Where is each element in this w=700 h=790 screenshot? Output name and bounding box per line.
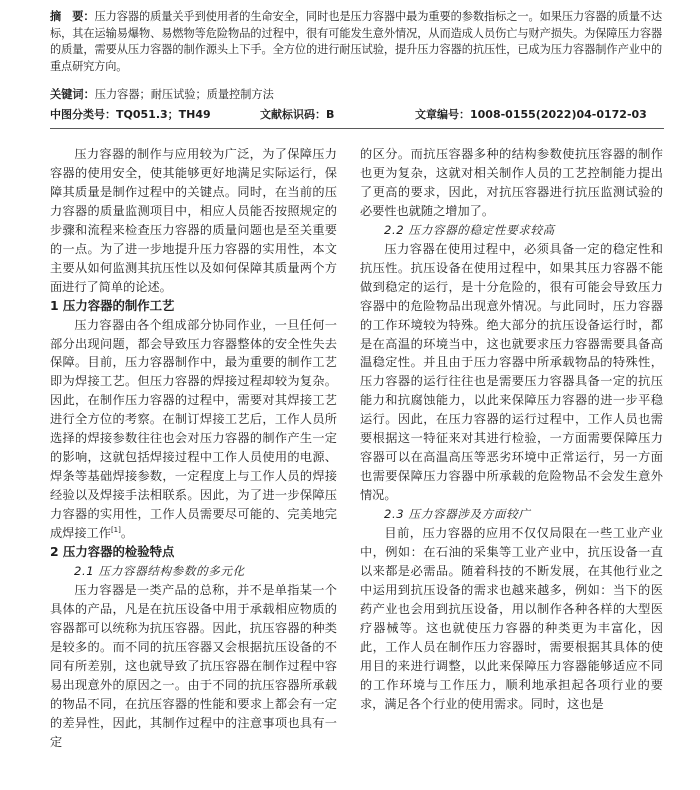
doc-label: 文献标识码： xyxy=(260,108,326,121)
section-2-3-paragraph: 目前，压力容器的应用不仅仅局限在一些工业产业中，例如：在石油的采集等工业产业中，抗压设备一直以来都是必需品。随着科技的不断发展，在其他行业之中运用到抗压设备的需求也越来越多，例如：当下的医药产业也会用到抗压设备，用以制作各种各样的大型医疗器械等。这也就使压力容器的种类更为丰富化，因此，工作人员在制作压力容器时，需要根据其具体的使用目的来进行调整，以此来保障压力容器能够适应不同的工作环境与工作压力，顺利地承担起各项行业的要求，满足各个行业的使用需求。同时，这也是 xyxy=(360,526,663,711)
keywords-text: 压力容器；耐压试验；质量控制方法 xyxy=(94,88,274,101)
article-number xyxy=(415,106,647,122)
header-divider xyxy=(50,128,664,129)
article-value: 1008-0155(2022)04-0172-03 xyxy=(470,108,647,121)
section-2-3-heading: 2.3 压力容器涉及方面较广 xyxy=(384,507,531,522)
abstract-label: 摘 要： xyxy=(50,10,95,23)
clc-label: 中图分类号： xyxy=(50,108,116,121)
left-column xyxy=(50,145,337,752)
section-1-text: 压力容器由各个组成部分协同作业，一旦任何一部分出现问题，都会导致压力容器整体的安全性失去保障。目前，压力容器制作中，最为重要的制作工艺即为焊接工艺。但压力容器的焊接过程却较为复杂。因此，在制作压力容器的过程中，需要对其焊接工艺进行全方位的考察。在制订焊接工艺后，工作人员所选择的焊接参数往往也会对压力容器的制作产生一定的影响，这就包括焊接过程中工作人员使用的电源、焊条等基础焊接参数，一定程度上与工作人员的焊接经验以及焊接手法相联系。因此，为了进一步保障压力容器的实用性，工作人员需要尽可能的、完美地完成焊接工作 xyxy=(50,317,337,541)
classification-row xyxy=(50,106,662,122)
section-1-paragraph xyxy=(50,316,337,543)
abstract-text: 压力容器的质量关乎到使用者的生命安全，同时也是压力容器中最为重要的参数指标之一。如果压力容器的质量不达标，其在运输易爆物、易燃物等危险物品的过程中，很有可能发生意外情况，从而造成人员伤亡与财产损失。为保障压力容器的质量，需要从压力容器的制作源头上下手。全方位的进行耐压试验，提升压力容器的抗压性，已成为压力容器制作产业中的重点研究方向。 xyxy=(50,10,662,73)
section-1-end: 。 xyxy=(120,526,134,541)
right-column xyxy=(360,145,663,714)
clc-value: TQ051.3；TH49 xyxy=(116,108,211,121)
keywords-label: 关键词： xyxy=(50,88,95,101)
document-code xyxy=(260,106,334,122)
section-2-2-heading: 2.2 压力容器的稳定性要求较高 xyxy=(384,222,555,237)
section-2-1-continued: 的区分。而抗压容器多种的结构参数使抗压容器的制作也更为复杂，这就对相关制作人员的工艺控制能力提出了更高的要求，因此，对抗压容器进行抗压监测试验的必要性也就随之增加了。 xyxy=(360,147,663,218)
article-label: 文章编号： xyxy=(415,108,470,121)
citation-ref: [1] xyxy=(110,526,121,534)
doc-value: B xyxy=(326,108,335,121)
section-2-2-paragraph: 压力容器在使用过程中，必须具备一定的稳定性和抗压性。抗压设备在使用过程中，如果其压力容器不能做到稳定的运行，是十分危险的，很有可能会导致压力容器中的危险物品出现意外情况。与此同时，压力容器的工作环境较为特殊。绝大部分的抗压设备运行时，都是在高温的环境当中，这也就要求压力容器需要具备高温稳定性。并且由于压力容器中所承载物品的特殊性，压力容器的运行往往也是需要压力容器具备一定的抗压能力和抗腐蚀能力，以此来保障压力容器的进一步平稳运行。因此，在压力容器的运行过程中，工作人员也需要根据这一特征来对其进行检验，一方面需要保障压力容器可以在高温高压等恶劣环境中正常运行，另一方面也需要保障压力容器中所承载的危险物品不会发生意外情况。 xyxy=(360,241,663,503)
intro-paragraph: 压力容器的制作与应用较为广泛，为了保障压力容器的使用安全，使其能够更好地满足实际运行，保障其质量是制作过程中的关键点。同时，在当前的压力容器的质量监测项目中，相应人员能否按照规定的步骤和流程来检查压力容器的质量问题也是至关重要的一点。为了进一步地提升压力容器的实用性，本文主要从如何监测其抗压性以及如何保障其质量两个方面进行了简单的论述。 xyxy=(50,147,337,294)
section-2-heading: 2 压力容器的检验特点 xyxy=(50,544,175,560)
section-2-1-paragraph: 压力容器是一类产品的总称，并不是单指某一个具体的产品，凡是在抗压设备中用于承载相应物质的容器都可以统称为抗压容器。因此，抗压容器的种类是较多的。而不同的抗压容器又会根据抗压设备的不同有所差别，这也就导致了抗压容器在制作过程中容易出现意外的原因之一。由于不同的抗压容器所承载的物品不同，在抗压容器的性能和要求上都会有一定的差异性，因此，其制作过程中的注意事项也具有一定 xyxy=(50,582,337,749)
keywords xyxy=(50,87,274,103)
section-2-1-heading: 2.1 压力容器结构参数的多元化 xyxy=(74,563,245,578)
abstract xyxy=(50,9,662,75)
clc-number xyxy=(50,106,211,122)
section-1-heading: 1 压力容器的制作工艺 xyxy=(50,297,175,313)
